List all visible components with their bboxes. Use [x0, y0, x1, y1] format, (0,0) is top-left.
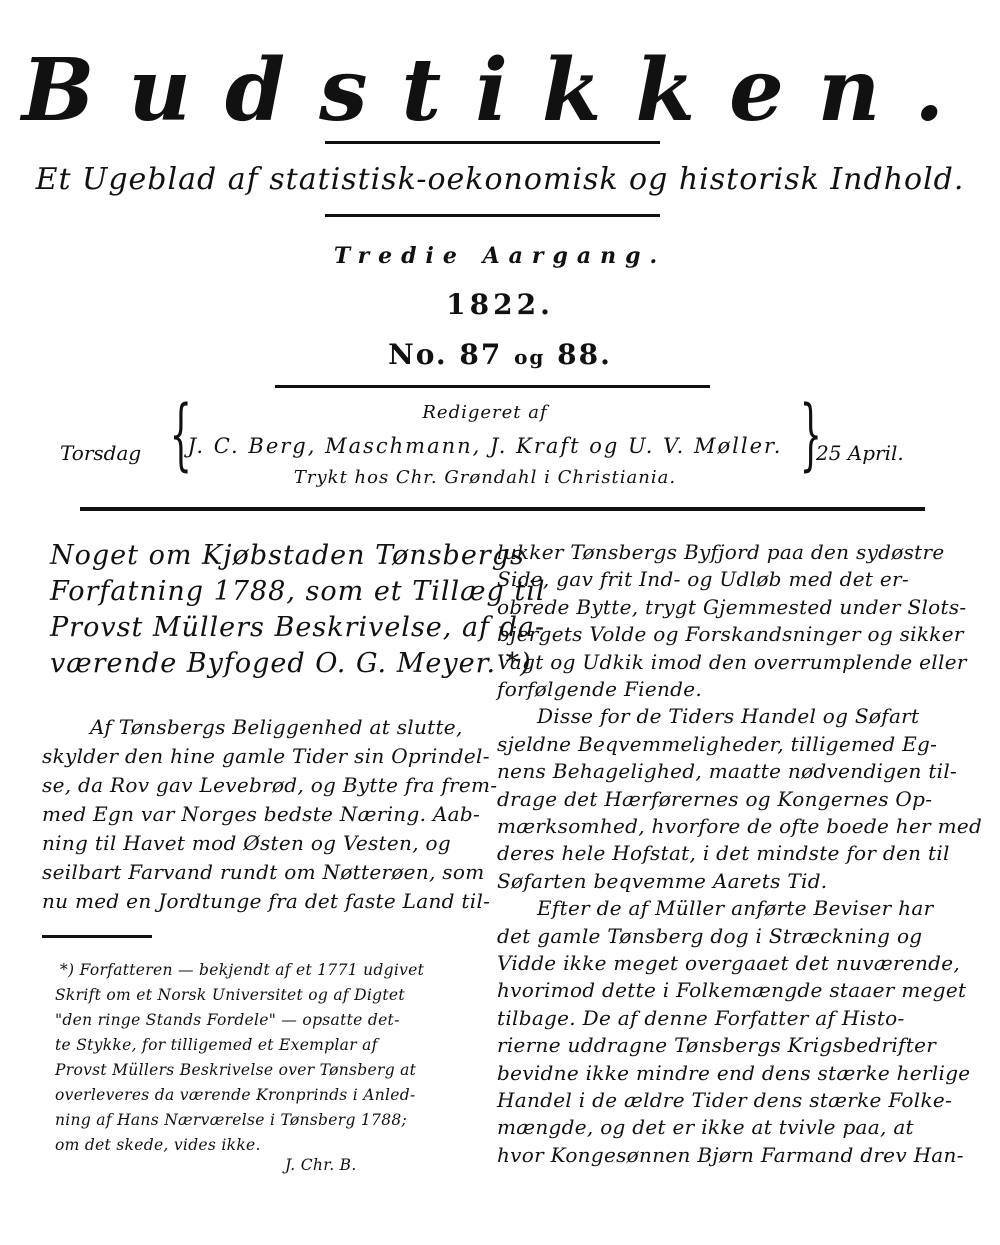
rule-under-imprint: [80, 507, 925, 511]
body-line: mærksomhed, hvorfore de ofte boede her med: [497, 814, 983, 838]
body-line: tilbage. De af denne Forfatter af Histo-: [497, 1005, 905, 1030]
body-line: Handel i de ældre Tider dens stærke Folke-: [497, 1088, 953, 1112]
body-line: det gamle Tønsberg dog i Stræckning og: [497, 923, 923, 948]
rule-under-title: [325, 141, 660, 144]
body-line: obrede Bytte, trygt Gjemmested under Slots-: [497, 594, 967, 619]
issue-prefix: No.: [388, 338, 448, 371]
title-line: Forfatning 1788, som et Tillæg til: [50, 576, 546, 607]
issue-og: og: [514, 345, 546, 369]
footnote-line: Provst Müllers Beskrivelse over Tønsberg at: [55, 1061, 417, 1079]
body-line: mængde, og det er ikke at tvivle paa, at: [497, 1115, 914, 1140]
footnote-line: te Stykke, for tilligemed et Exemplar af: [55, 1036, 378, 1054]
date-label: 25 April.: [816, 441, 904, 465]
body-line: med Egn var Norges bedste Næring. Aab-: [42, 802, 481, 826]
body-line: sjeldne Beqvemmeligheder, tilligemed Eg-: [497, 731, 938, 756]
title-line: Noget om Kjøbstaden Tønsbergs: [50, 540, 525, 571]
body-line: Søfarten beqvemme Aarets Tid.: [497, 868, 828, 893]
footnote-line: *) Forfatteren — bekjendt af et 1771 udgivet: [60, 961, 425, 979]
footnote-line: "den ringe Stands Fordele" — opsatte det-: [55, 1011, 400, 1029]
body-line: hvor Kongesønnen Bjørn Farmand drev Han-: [497, 1142, 964, 1167]
body-line: hvorimod dette i Folkemængde staaer meget: [497, 978, 967, 1003]
title-line: værende Byfoged O. G. Meyer. *): [50, 648, 532, 679]
footnote-line: ning af Hans Nærværelse i Tønsberg 1788;: [55, 1111, 408, 1129]
rule-under-issue: [275, 385, 710, 388]
body-line: Vidde ikke meget overgaaet det nuværende,: [497, 951, 961, 975]
masthead-subtitle: Et Ugeblad af statistisk-oekonomisk og historisk Indhold.: [35, 162, 965, 197]
printer-line: Trykt hos Chr. Grøndahl i Christiania.: [293, 467, 677, 488]
body-line: ning til Havet mod Østen og Vesten, og: [42, 831, 451, 855]
body-line: drage det Hærførernes og Kongernes Op-: [497, 786, 933, 811]
footnote-line: om det skede, vides ikke.: [55, 1136, 261, 1154]
body-line: forfølgende Fiende.: [497, 677, 703, 701]
editors-names: J. C. Berg, Maschmann, J. Kraft og U. V. Møller.: [187, 434, 783, 458]
weekday-label: Torsdag: [60, 441, 142, 465]
body-line: bevidne ikke mindre end dens stærke herlige: [497, 1060, 971, 1085]
body-line: Af Tønsbergs Beliggenhed at slutte,: [90, 715, 463, 739]
rule-under-subtitle: [325, 214, 660, 217]
footnote-line: overleveres da værende Kronprinds i Anled-: [55, 1086, 416, 1104]
left-brace: {: [169, 390, 192, 480]
body-line: nens Behagelighed, maatte nødvendigen til-: [497, 759, 958, 784]
issue-number-a: 87: [459, 338, 503, 371]
body-line: nu med en Jordtunge fra det faste Land til-: [42, 889, 491, 913]
body-line: lukker Tønsbergs Byfjord paa den sydøstre: [497, 540, 945, 564]
footnote-signature: J. Chr. B.: [285, 1156, 357, 1174]
issue-number: [0, 338, 1000, 371]
body-line: Efter de af Müller anførte Beviser har: [537, 896, 934, 921]
right-brace: }: [799, 390, 822, 480]
body-line: deres hele Hofstat, i det mindste for den til: [497, 841, 950, 866]
body-line: seilbart Farvand rundt om Nøtterøen, som: [42, 860, 485, 884]
edited-by-label: Redigeret af: [422, 402, 548, 423]
issue-number-b: 88.: [557, 338, 612, 371]
footnote-line: Skrift om et Norsk Universitet og af Digtet: [55, 986, 405, 1004]
footnote-rule: [42, 935, 152, 938]
body-line: Vagt og Udkik imod den overrumplende eller: [497, 649, 967, 674]
body-line: Disse for de Tiders Handel og Søfart: [537, 704, 920, 729]
year-label: 1822.: [446, 288, 554, 321]
body-line: bjergets Volde og Forskandsninger og sikker: [497, 622, 964, 647]
body-line: skylder den hine gamle Tider sin Oprindel-: [42, 744, 490, 768]
masthead-title: Budstikken.: [21, 40, 979, 141]
volume-label: Tredie Aargang.: [333, 243, 667, 269]
body-line: rierne uddragne Tønsbergs Krigsbedrifter: [497, 1033, 937, 1058]
body-line: Side, gav frit Ind- og Udløb med det er-: [497, 567, 909, 592]
body-line: se, da Rov gav Levebrød, og Bytte fra frem-: [42, 773, 498, 797]
title-line: Provst Müllers Beskrivelse, af da-: [50, 612, 546, 643]
